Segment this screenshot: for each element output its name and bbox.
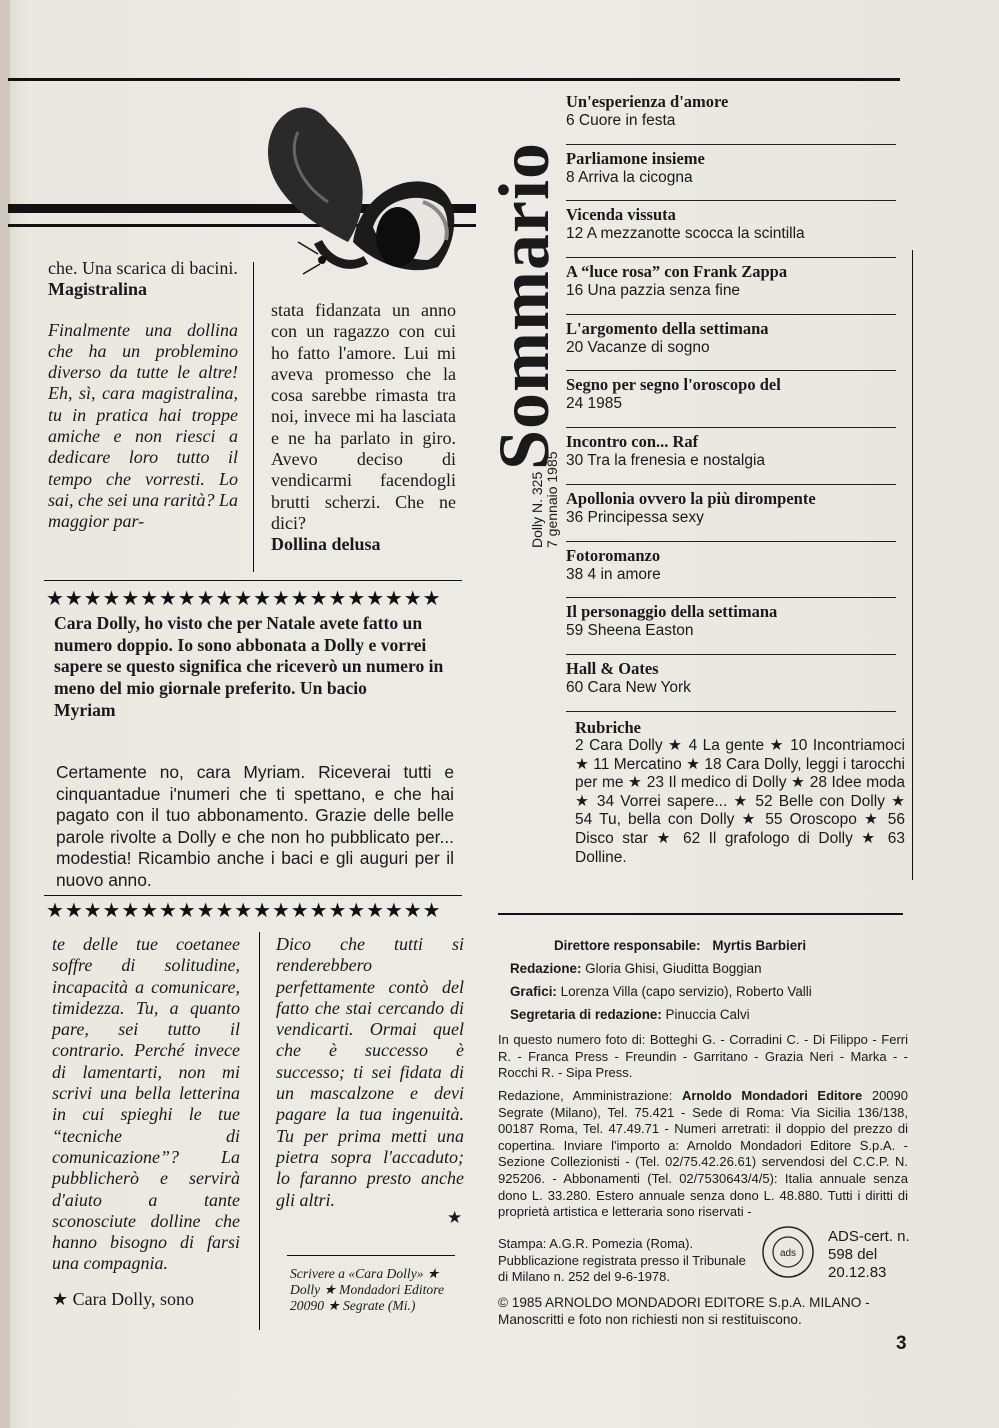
letter-column-3 — [52, 934, 240, 1310]
letter-signature: Dollina delusa — [271, 534, 381, 555]
section-rule — [44, 895, 462, 896]
toc-heading: A “luce rosa” con Frank Zappa — [566, 262, 788, 282]
toc-item — [566, 485, 896, 542]
column-divider — [253, 262, 254, 572]
toc-item — [566, 371, 896, 428]
toc-item — [566, 258, 896, 315]
toc-heading: L'argomento della settimana — [566, 318, 769, 338]
next-letter-start: ★ Cara Dolly, sono — [52, 1288, 194, 1309]
toc-heading: Vicenda vissuta — [566, 205, 676, 225]
toc-item — [566, 542, 896, 599]
letter-text: Cara Dolly, ho visto che per Natale avete fatto un numero doppio. Io sono abbonata a Dolly e vorrei sapere se questo significa che riceverò un numero in meno del mio giornale preferito. Un bacio — [54, 613, 444, 699]
svg-text:ads: ads — [779, 1248, 797, 1259]
photo-credits: In questo numero foto di: Botteghi G. - Corradini C. - Di Filippo - Ferri R. - Franca Press - Freundin - Garritano - Grazia Neri - Marka - - Rocchi R. - Sipa Press. — [498, 1032, 908, 1081]
toc-side-rule — [912, 250, 913, 880]
issue-date: 7 gennaio 1985 — [544, 451, 560, 548]
top-rule — [8, 78, 900, 81]
issue-info — [530, 451, 560, 548]
toc-subtitle: 12 A mezzanotte scocca la scintilla — [566, 225, 805, 243]
letter-column-4 — [276, 934, 464, 1211]
toc-heading: Segno per segno l'oroscopo del — [566, 375, 781, 395]
rubriche-list: 2 Cara Dolly ★ 4 La gente ★ 10 Incontriamoci ★ 11 Mercatino ★ 18 Cara Dolly, leggi i tarocchi per me ★ 23 Il medico di Dolly ★ 28 Idee moda ★ 34 Vorrei sapere... ★ 52 Belle con Dolly ★ 54 Tu, bella con Dolly ★ 55 Oroscopo ★ 56 Disco star ★ 62 Il grafologo di Dolly ★ 63 Dolline. — [575, 737, 905, 866]
toc-item — [566, 315, 896, 372]
letter-signature: Myriam — [54, 699, 116, 720]
toc-item — [566, 88, 896, 145]
rubriche-heading: Rubriche — [575, 718, 641, 737]
page-number: 3 — [896, 1333, 907, 1354]
credits-staff — [500, 934, 910, 1026]
section-rule — [44, 580, 462, 581]
toc-item — [566, 145, 896, 202]
reply-text: Certamente no, cara Myriam. Riceverai tutti e cinquantadue i'numeri che ti spettano, e che hai pagato con il tuo abbonamento. Grazie delle belle parole rivolte a Dolly e che non ho pubblicato per... modestia! Ricambio anche i baci e gli auguri per il nuovo anno. — [56, 762, 454, 890]
copyright-line: © 1985 ARNOLDO MONDADORI EDITORE S.p.A. MILANO - Manoscritti e foto non richiesti non si restituiscono. — [498, 1295, 870, 1327]
reply-text: Dico che tutti si renderebbero perfettamente contò del fatto che stai cercando di vendicarti. Ormai quel che è successo è successo; ti sei fidata di un mascalzone e devi pagare la tua ingenuità. Tu per prima metti una pietra sopra l'accaduto; lo faranno presto anche gli altri. — [276, 934, 464, 1210]
toc-subtitle: 24 1985 — [566, 395, 623, 413]
toc-item — [566, 655, 896, 712]
toc-subtitle: 6 Cuore in festa — [566, 112, 676, 129]
toc-subtitle: 59 Sheena Easton — [566, 622, 694, 640]
myriam-reply — [56, 762, 454, 892]
page-spine — [0, 0, 10, 1428]
toc-item — [566, 598, 896, 655]
star-divider: ★★★★★★★★★★★★★★★★★★★★★ — [46, 900, 442, 922]
toc-heading: Il personaggio della settimana — [566, 602, 778, 622]
toc-heading: Hall & Oates — [566, 658, 659, 678]
toc-subtitle: 60 Cara New York — [566, 678, 691, 696]
letter-text: che. Una scarica di bacini. — [48, 258, 238, 278]
toc-item — [566, 428, 896, 485]
segreteria-line: Segretaria di redazione: Pinuccia Calvi — [510, 1007, 750, 1022]
print-info: Stampa: A.G.R. Pomezia (Roma). Pubblicazione registrata presso il Tribunale di Milano n. 252 del 9-6-1978. — [498, 1236, 746, 1285]
toc-heading: Apollonia ovvero la più dirompente — [566, 488, 816, 508]
star-divider: ★★★★★★★★★★★★★★★★★★★★★ — [46, 588, 442, 610]
letter-text: stata fidanzata un anno con un ragazzo con cui ho fatto l'amore. Lui mi aveva promesso che la cosa sarebbe rimasta tra noi, invece mi ha lasciata e ne ha parlato in giro. Avevo deciso di vendicarmi facendogli brutti scherzi. Che ne dici? — [271, 300, 456, 533]
redazione-line: Redazione: Gloria Ghisi, Giuditta Boggian — [510, 961, 762, 976]
butterfly-illustration — [258, 92, 468, 292]
toc-heading: Un'esperienza d'amore — [566, 92, 729, 111]
toc-heading: Fotoromanzo — [566, 545, 661, 565]
mailing-address: Scrivere a «Cara Dolly» ★ Dolly ★ Mondadori Editore 20090 ★ Segrate (Mi.) — [290, 1266, 445, 1313]
table-of-contents — [566, 88, 896, 712]
toc-subtitle: 20 Vacanze di sogno — [566, 338, 710, 356]
letter-column-1 — [48, 258, 238, 533]
ads-seal-logo — [760, 1224, 816, 1280]
issue-number: Dolly N. 325 — [529, 471, 545, 548]
toc-subtitle: 16 Una pazzia senza fine — [566, 282, 741, 300]
credits-rule — [498, 913, 903, 915]
director-line: Direttore responsabile: Myrtis Barbieri — [554, 938, 807, 953]
myriam-letter — [54, 613, 454, 722]
grafici-line: Grafici: Lorenza Villa (capo servizio), Roberto Valli — [510, 984, 812, 999]
reply-text: te delle tue coetanee soffre di solitudine, incapacità a comunicare, timidezza. Tu, a quanto pare, sei tutto il contrario. Perché invece di lamentarti, non mi scrivi una bella letterina in cui spieghi le tue “tecniche di comunicazione”? La pubblicherò e servirà d'aiuto a tante sconosciute dolline che hanno bisogno di farsi una compagnia. — [52, 934, 240, 1274]
column-divider — [259, 932, 260, 1330]
toc-heading: Parliamone insieme — [566, 148, 705, 168]
toc-item — [566, 201, 896, 258]
toc-subtitle: 8 Arriva la cicogna — [566, 168, 693, 186]
sommario-title: Sommario — [484, 142, 564, 470]
rubriche-section — [575, 718, 905, 867]
letter-signature: Magistralina — [48, 279, 147, 300]
letter-column-2 — [271, 300, 456, 556]
toc-subtitle: 36 Principessa sexy — [566, 508, 704, 526]
toc-subtitle: 30 Tra la frenesia e nostalgia — [566, 452, 766, 470]
toc-subtitle: 38 4 in amore — [566, 565, 661, 583]
address-rule — [287, 1255, 455, 1256]
end-star: ★ — [447, 1208, 463, 1227]
ads-certificate: ADS-cert. n. 598 del 20.12.83 — [828, 1228, 910, 1281]
toc-heading: Incontro con... Raf — [566, 432, 699, 452]
reply-text: Finalmente una dollina che ha un problemino diverso da tutte le altre! Eh, sì, cara magistralina, tu in pratica hai troppe amiche e non riesci a dedicare loro tutto il tempo che vorresti. Lo sai, che sei una rarità? La maggior par- — [48, 319, 239, 532]
admin-info: Redazione, Amministrazione: Arnoldo Mondadori Editore 20090 Segrate (Milano), Tel. 75.421 - Sede di Roma: Via Sicilia 136/138, 00187 Roma, Tel. 47.49.71 - Numeri arretrati: il doppio del prezzo di copertina. Inviare l'importo a: Arnoldo Mondadori Editore S.p.A. - Sezione Collezionisti - (Tel. 02/75.42.26.61) servendosi del C.C.P. N. 925206. - Abbonamenti (Tel. 02/7530643/4/5): Italia annuale senza dono L. 33.280. Estero annuale senza dono L. 48.880. Tutti i diritti di proprietà artistica e letteraria sono riservati - — [498, 1088, 908, 1220]
